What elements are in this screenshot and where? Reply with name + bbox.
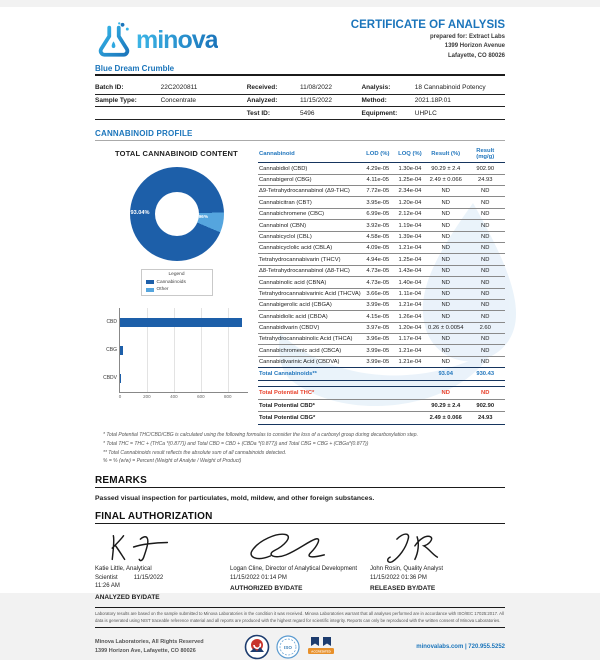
cannabinoid-row: [258, 356, 505, 367]
signature-block-analyzed: [95, 529, 230, 601]
potential-cbd-mgg: 902.90: [465, 399, 505, 412]
lod-value: 3.66e-05: [362, 288, 394, 299]
potential-cbg-label: Total Potential CBG*: [258, 412, 362, 425]
lod-value: 4.73e-05: [362, 277, 394, 288]
signer-time: 11:26 AM: [95, 583, 120, 590]
info-label: [95, 107, 161, 120]
donut-hole: [155, 192, 199, 236]
result-mgg-value: 2.60: [465, 322, 505, 333]
signer-date: 11/15/2022: [133, 574, 164, 581]
product-name: Blue Dream Crumble: [95, 63, 175, 73]
lod-value: 6.99e-05: [362, 208, 394, 219]
footer-address: 1399 Horizon Ave, Lafayette, CO 80026: [95, 647, 196, 654]
info-value: UHPLC: [415, 107, 505, 120]
loq-value: 1.25e-04: [394, 254, 426, 265]
lod-value: 4.15e-05: [362, 311, 394, 322]
bar-cbdv: [120, 374, 121, 383]
cannabinoid-row: [258, 174, 505, 185]
logo-text: minova: [136, 25, 218, 54]
loq-value: 1.20e-04: [394, 197, 426, 208]
cannabinoid-name: Cannabidivarin (CBDV): [258, 322, 362, 333]
bar-cbd: [120, 318, 242, 327]
loq-value: 1.20e-04: [394, 322, 426, 333]
iso-iec-badge: [275, 634, 301, 660]
result-pct-value: ND: [426, 197, 466, 208]
loq-value: 2.12e-04: [394, 208, 426, 219]
result-mgg-value: ND: [465, 197, 505, 208]
result-mgg-value: 24.93: [465, 174, 505, 185]
cannabinoid-row: [258, 208, 505, 219]
header: [95, 19, 505, 61]
x-tick-label: 800: [224, 394, 232, 400]
col-loq: LOQ (%): [394, 146, 426, 163]
lod-value: 7.72e-05: [362, 186, 394, 197]
cannabinoid-name: Tetrahydrocannabivarinic Acid (THCVA): [258, 288, 362, 299]
info-value: 11/15/2022: [300, 94, 362, 107]
result-pct-value: ND: [426, 186, 466, 197]
cannabinoid-name: Δ8-Tetrahydrocannabinol (Δ8-THC): [258, 265, 362, 276]
lod-value: 3.99e-05: [362, 356, 394, 367]
signer-name: Katie Little, Analytical Scientist: [95, 566, 152, 581]
lod-value: 3.92e-05: [362, 220, 394, 231]
total-potential-cbd-row: [258, 399, 505, 412]
loq-value: 1.21e-04: [394, 242, 426, 253]
potential-cbg-mgg: 24.93: [465, 412, 505, 425]
flask-logo-icon: [95, 21, 133, 59]
lod-value: 3.96e-05: [362, 334, 394, 345]
result-pct-value: 90.29 ± 2.4: [426, 163, 466, 174]
signature-block-released: [370, 529, 505, 601]
result-mgg-value: ND: [465, 265, 505, 276]
cannabinoid-row: [258, 334, 505, 345]
total-potential-thc-row: [258, 387, 505, 400]
signer-datetime: 11/15/2022 01:36 PM: [370, 574, 427, 581]
sample-info-row: [95, 107, 505, 120]
cannabinoid-name: Tetrahydrocannabivarin (THCV): [258, 254, 362, 265]
divider: [95, 74, 505, 76]
col-cannabinoid: Cannabinoid: [258, 146, 362, 163]
legend-swatch-other: [146, 288, 154, 292]
result-mgg-value: ND: [465, 345, 505, 356]
svg-text:ISO: ISO: [283, 644, 292, 650]
result-pct-value: ND: [426, 265, 466, 276]
client-address-1: 1399 Horizon Avenue: [444, 43, 505, 50]
loq-value: 1.26e-04: [394, 311, 426, 322]
result-mgg-value: ND: [465, 299, 505, 310]
footer-contact: minovalabs.com | 720.955.5252: [416, 643, 505, 650]
loq-value: 2.34e-04: [394, 186, 426, 197]
info-value: Concentrate: [161, 94, 247, 107]
info-label: Sample Type:: [95, 94, 161, 107]
remarks-text: Passed visual inspection for particulates, mold, mildew, and other foreign substances.: [95, 495, 375, 503]
result-mgg-value: 902.90: [465, 163, 505, 174]
x-tick-label: 400: [170, 394, 178, 400]
col-lod: LOD (%): [362, 146, 394, 163]
cannabinoid-row: [258, 311, 505, 322]
info-value: [161, 107, 247, 120]
result-pct-value: ND: [426, 311, 466, 322]
result-mgg-value: ND: [465, 242, 505, 253]
cannabinoid-row: [258, 254, 505, 265]
x-tick-label: 600: [197, 394, 205, 400]
footnote-line: * Total THC = THC + (THCa *(0.877)) and Total CBD = CBD + (CBDa *(0.877)) and Total CBG = CBG + (CBGa*(0.877)): [103, 440, 369, 447]
result-mgg-value: ND: [465, 254, 505, 265]
header-right: [351, 19, 505, 61]
table-header-row: [258, 146, 505, 163]
cannabinoid-table: [258, 146, 505, 425]
result-mgg-value: ND: [465, 334, 505, 345]
cannabinoid-name: Δ9-Tetrahydrocannabinol (Δ9-THC): [258, 186, 362, 197]
lod-value: 4.09e-05: [362, 242, 394, 253]
cannabinoid-row: [258, 277, 505, 288]
analyzed-by-label: ANALYZED BY/DATE: [95, 594, 160, 602]
result-mgg-value: ND: [465, 231, 505, 242]
cannabinoid-row: [258, 345, 505, 356]
certificate-page: [0, 7, 600, 654]
bar-category-label: CBDV: [103, 375, 117, 382]
cannabinoid-name: Cannabichromenic acid (CBCA): [258, 345, 362, 356]
divider: [95, 607, 505, 608]
footnotes: [95, 431, 505, 466]
donut-chart: [130, 167, 224, 261]
pie-value-cannabinoids: 93.04%: [130, 210, 150, 217]
total-pct: 93.04: [426, 368, 466, 381]
result-pct-value: ND: [426, 254, 466, 265]
info-value: 22C2020811: [161, 82, 247, 94]
colorado-seal-badge: [244, 634, 270, 660]
info-label: Received:: [247, 82, 300, 94]
lod-value: 3.95e-05: [362, 197, 394, 208]
cannabinoid-row: [258, 265, 505, 276]
signature-block-authorized: [230, 529, 370, 601]
total-cannabinoids-row: [258, 368, 505, 381]
potential-cbd-pct: 90.29 ± 2.4: [426, 399, 466, 412]
accredited-text: ACCREDITED: [311, 649, 331, 654]
info-value: 18 Cannabinoid Potency: [415, 82, 505, 94]
lod-value: 4.58e-05: [362, 231, 394, 242]
total-mgg: 930.43: [465, 368, 505, 381]
authorized-by-label: AUTHORIZED BY/DATE: [230, 585, 303, 593]
cannabinoid-name: Cannabichromene (CBC): [258, 208, 362, 219]
info-value: 2021.18P.01: [415, 94, 505, 107]
loq-value: 1.43e-04: [394, 265, 426, 276]
result-pct-value: ND: [426, 277, 466, 288]
footnote-line: ** Total Cannabinoids result reflects the absolute sum of all cannabinoids detected.: [103, 449, 287, 456]
loq-value: 1.40e-04: [394, 277, 426, 288]
result-pct-value: ND: [426, 288, 466, 299]
x-tick-label: 200: [143, 394, 151, 400]
x-tick-label: 0: [118, 394, 122, 400]
signature-logan-cline: [230, 529, 360, 565]
pie-chart-title: TOTAL CANNABINOID CONTENT: [115, 149, 238, 159]
cannabinoid-row: [258, 322, 505, 333]
divider: [95, 140, 505, 141]
sample-info-table: [95, 82, 505, 120]
divider: [95, 487, 505, 488]
legend-swatch-cannabinoids: [146, 280, 154, 284]
bar-category-label: CBD: [106, 319, 117, 326]
final-authorization-title: FINAL AUTHORIZATION: [95, 511, 213, 523]
col-result-mgg: Result (mg/g): [465, 146, 505, 163]
cannabinoid-name: Cannabidiolic acid (CBDA): [258, 311, 362, 322]
potential-thc-pct: ND: [426, 387, 466, 400]
loq-value: 1.17e-04: [394, 334, 426, 345]
cannabinoid-row: [258, 163, 505, 174]
info-label: Analysis:: [361, 82, 414, 94]
lod-value: 3.99e-05: [362, 299, 394, 310]
bar-category-label: CBG: [106, 347, 117, 354]
result-pct-value: 2.49 ± 0.066: [426, 174, 466, 185]
cannabinoid-row: [258, 186, 505, 197]
remarks-title: REMARKS: [95, 475, 147, 487]
result-mgg-value: ND: [465, 288, 505, 299]
legend-title: Legend: [168, 272, 185, 278]
result-mgg-value: ND: [465, 186, 505, 197]
cannabinoid-name: Cannabigerol (CBG): [258, 174, 362, 185]
cannabinoid-bar-chart: [103, 308, 248, 400]
result-pct-value: ND: [426, 299, 466, 310]
pie-legend: [141, 269, 213, 296]
potential-cbd-label: Total Potential CBD*: [258, 399, 362, 412]
cannabinoid-name: Cannabicyclolic acid (CBLA): [258, 242, 362, 253]
info-value: 11/08/2022: [300, 82, 362, 94]
legal-disclaimer: Laboratory results are based on the sample submitted to Minova Laboratories in the condition it was received. Minova Laboratories warrant that all analyses performed are in accordance with ISO/IEC 17025:2017. All data is generated using NIST traceable reference material and all reports are produced with the highest regard for scientific integrity. Reports can only be reproduced with the written consent of Minova Laboratories.: [95, 611, 504, 623]
signer-name: Logan Cline, Director of Analytical Development: [230, 566, 358, 573]
cannabinoid-row: [258, 288, 505, 299]
info-label: Equipment:: [361, 107, 414, 120]
sample-info-row: [95, 82, 505, 94]
result-pct-value: ND: [426, 208, 466, 219]
result-mgg-value: ND: [465, 311, 505, 322]
info-label: Test ID:: [247, 107, 300, 120]
lod-value: 4.73e-05: [362, 265, 394, 276]
signature-john-rosin: [370, 529, 480, 565]
client-address-2: Lafayette, CO 80026: [447, 52, 505, 59]
info-label: Analyzed:: [247, 94, 300, 107]
loq-value: 1.11e-04: [394, 288, 426, 299]
divider: [95, 627, 505, 628]
cannabinoid-profile-title: CANNABINOID PROFILE: [95, 129, 193, 139]
cannabinoid-name: Cannabigerolic acid (CBGA): [258, 299, 362, 310]
sample-info-row: [95, 94, 505, 107]
results-column: [258, 146, 505, 425]
accredited-badge: [306, 634, 336, 660]
cannabinoid-row: [258, 220, 505, 231]
released-by-label: RELEASED BY/DATE: [370, 585, 436, 593]
cannabinoid-name: Tetrahydrocannabinolic Acid (THCA): [258, 334, 362, 345]
result-pct-value: ND: [426, 220, 466, 231]
result-pct-value: ND: [426, 356, 466, 367]
loq-value: 1.19e-04: [394, 220, 426, 231]
logo: [95, 21, 218, 59]
info-value: 5496: [300, 107, 362, 120]
result-mgg-value: ND: [465, 277, 505, 288]
cannabinoid-name: Cannabidiol (CBD): [258, 163, 362, 174]
potential-cbg-pct: 2.49 ± 0.066: [426, 412, 466, 425]
divider: [95, 523, 505, 524]
signer-datetime: 11/15/2022 01:14 PM: [230, 574, 287, 581]
cannabinoid-name: Cannabidivarinic Acid (CBDVA): [258, 356, 362, 367]
cannabinoid-row: [258, 231, 505, 242]
charts-column: [95, 146, 258, 425]
footer: [95, 634, 505, 660]
loq-value: 1.39e-04: [394, 231, 426, 242]
legend-label-other: Other: [156, 286, 169, 292]
result-pct-value: ND: [426, 334, 466, 345]
lod-value: 4.29e-05: [362, 163, 394, 174]
result-mgg-value: ND: [465, 356, 505, 367]
lod-value: 3.97e-05: [362, 322, 394, 333]
lod-value: 3.99e-05: [362, 345, 394, 356]
cannabinoid-name: Cannabicyclol (CBL): [258, 231, 362, 242]
col-result-pct: Result (%): [426, 146, 466, 163]
signer-name: John Rosin, Quality Analyst: [370, 566, 444, 573]
info-label: Method:: [361, 94, 414, 107]
certificate-title: CERTIFICATE OF ANALYSIS: [350, 19, 505, 31]
footnote-line: % = % (w/w) = Percent (Weight of Analyte / Weight of Product): [103, 458, 242, 465]
pie-value-other: 6.96%: [194, 215, 209, 221]
signature-row: [95, 529, 505, 601]
loq-value: 1.30e-04: [394, 163, 426, 174]
result-mgg-value: ND: [465, 208, 505, 219]
lod-value: 4.94e-05: [362, 254, 394, 265]
loq-value: 1.21e-04: [394, 345, 426, 356]
result-pct-value: ND: [426, 345, 466, 356]
cannabinoid-name: Cannabinolic acid (CBNA): [258, 277, 362, 288]
accreditation-badges: [244, 634, 336, 660]
total-label: Total Cannabinoids**: [258, 368, 362, 381]
loq-value: 1.21e-04: [394, 356, 426, 367]
cannabinoid-row: [258, 299, 505, 310]
total-potential-cbg-row: [258, 412, 505, 425]
prepared-for: prepared for: Extract Labs: [429, 34, 505, 40]
result-pct-value: ND: [426, 242, 466, 253]
potential-thc-mgg: ND: [465, 387, 505, 400]
loq-value: 1.25e-04: [394, 174, 426, 185]
result-pct-value: ND: [426, 231, 466, 242]
legend-label-cannabinoids: Cannabinoids: [156, 279, 186, 285]
info-label: Batch ID:: [95, 82, 161, 94]
cannabinoid-row: [258, 197, 505, 208]
footnote-line: * Total Potential THC/CBD/CBG is calculated using the following formulas to consider the loss of a carboxyl group during decarboxylation step.: [103, 432, 418, 439]
loq-value: 1.21e-04: [394, 299, 426, 310]
footer-company: Minova Laboratories, All Rights Reserved: [95, 638, 204, 645]
potential-thc-label: Total Potential THC*: [258, 387, 362, 400]
signature-katie-little: [95, 529, 215, 565]
cannabinoid-name: Cannabinol (CBN): [258, 220, 362, 231]
result-mgg-value: ND: [465, 220, 505, 231]
bar-cbg: [120, 346, 123, 355]
cannabinoid-name: Cannabicitran (CBT): [258, 197, 362, 208]
result-pct-value: 0.26 ± 0.0054: [426, 322, 466, 333]
cannabinoid-row: [258, 242, 505, 253]
lod-value: 4.11e-05: [362, 174, 394, 185]
